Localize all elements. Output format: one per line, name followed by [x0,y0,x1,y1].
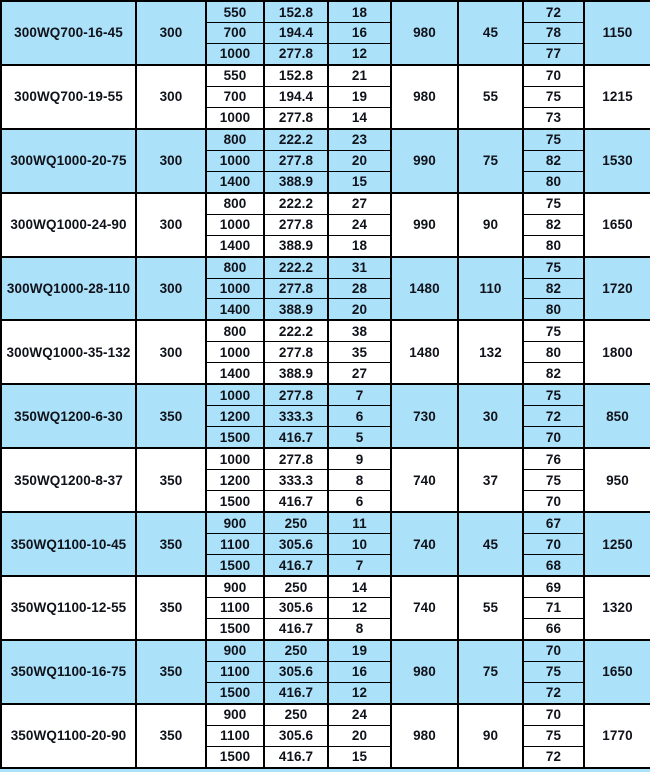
flow-m3h-cell: 800 [206,320,264,342]
flow-m3h-cell: 1500 [206,427,264,449]
flow-m3h-cell: 1100 [206,598,264,619]
head-cell: 7 [328,384,391,406]
efficiency-cell: 80 [523,299,584,321]
head-cell: 16 [328,23,391,44]
head-cell: 6 [328,406,391,427]
head-cell: 8 [328,470,391,491]
efficiency-cell: 78 [523,23,584,44]
spec-row [1,448,650,470]
efficiency-cell: 72 [523,406,584,427]
flow-m3h-cell: 700 [206,23,264,44]
efficiency-cell: 75 [523,257,584,279]
head-cell: 27 [328,363,391,385]
weight-cell: 1530 [584,129,650,193]
model-cell: 300WQ1000-28-110 [1,257,136,321]
power-cell: 55 [458,576,523,640]
flow-ls-cell: 277.8 [264,342,328,363]
head-cell: 8 [328,618,391,640]
flow-m3h-cell: 800 [206,129,264,151]
head-cell: 9 [328,448,391,470]
head-cell: 12 [328,43,391,65]
head-cell: 38 [328,320,391,342]
efficiency-cell: 70 [523,704,584,726]
spec-row [1,1,650,23]
efficiency-cell: 77 [523,43,584,65]
model-cell: 300WQ1000-35-132 [1,320,136,384]
flow-ls-cell: 416.7 [264,491,328,513]
head-cell: 19 [328,86,391,107]
head-cell: 20 [328,299,391,321]
flow-ls-cell: 222.2 [264,129,328,151]
spec-row [1,320,650,342]
head-cell: 21 [328,65,391,87]
efficiency-cell: 82 [523,214,584,235]
efficiency-cell: 68 [523,555,584,577]
flow-ls-cell: 388.9 [264,171,328,193]
flow-m3h-cell: 1400 [206,171,264,193]
head-cell: 7 [328,555,391,577]
model-cell: 300WQ1000-20-75 [1,129,136,193]
flow-m3h-cell: 1000 [206,278,264,299]
flow-ls-cell: 222.2 [264,257,328,279]
flow-m3h-cell: 1100 [206,661,264,682]
speed-cell: 740 [391,576,458,640]
efficiency-cell: 72 [523,746,584,768]
flow-ls-cell: 277.8 [264,278,328,299]
power-cell: 75 [458,129,523,193]
head-cell: 15 [328,171,391,193]
flow-ls-cell: 222.2 [264,193,328,215]
head-cell: 12 [328,598,391,619]
flow-m3h-cell: 1500 [206,555,264,577]
head-cell: 35 [328,342,391,363]
power-cell: 90 [458,704,523,768]
spec-row [1,384,650,406]
weight-cell: 1250 [584,512,650,576]
flow-ls-cell: 250 [264,640,328,662]
flow-ls-cell: 250 [264,576,328,598]
flow-ls-cell: 277.8 [264,448,328,470]
efficiency-cell: 75 [523,661,584,682]
flow-m3h-cell: 1000 [206,43,264,65]
flow-ls-cell: 305.6 [264,725,328,746]
outlet-diameter-cell: 300 [136,129,206,193]
speed-cell: 1480 [391,257,458,321]
flow-m3h-cell: 550 [206,65,264,87]
efficiency-cell: 75 [523,86,584,107]
efficiency-cell: 75 [523,470,584,491]
weight-cell: 850 [584,384,650,448]
outlet-diameter-cell: 350 [136,640,206,704]
efficiency-cell: 82 [523,150,584,171]
head-cell: 23 [328,129,391,151]
head-cell: 20 [328,725,391,746]
flow-ls-cell: 152.8 [264,1,328,23]
flow-m3h-cell: 1000 [206,150,264,171]
power-cell: 75 [458,640,523,704]
flow-m3h-cell: 1100 [206,534,264,555]
outlet-diameter-cell: 300 [136,1,206,65]
head-cell: 14 [328,576,391,598]
head-cell: 12 [328,682,391,704]
speed-cell: 980 [391,65,458,129]
outlet-diameter-cell: 350 [136,576,206,640]
head-cell: 27 [328,193,391,215]
efficiency-cell: 75 [523,384,584,406]
speed-cell: 730 [391,384,458,448]
flow-m3h-cell: 1500 [206,618,264,640]
power-cell: 45 [458,512,523,576]
outlet-diameter-cell: 350 [136,448,206,512]
flow-m3h-cell: 900 [206,640,264,662]
efficiency-cell: 75 [523,725,584,746]
head-cell: 5 [328,427,391,449]
flow-ls-cell: 194.4 [264,23,328,44]
flow-ls-cell: 388.9 [264,363,328,385]
weight-cell: 1650 [584,193,650,257]
flow-m3h-cell: 1000 [206,384,264,406]
flow-m3h-cell: 1000 [206,214,264,235]
flow-m3h-cell: 1500 [206,746,264,768]
efficiency-cell: 70 [523,534,584,555]
spec-row [1,257,650,279]
outlet-diameter-cell: 350 [136,384,206,448]
flow-ls-cell: 305.6 [264,534,328,555]
efficiency-cell: 70 [523,491,584,513]
spec-row [1,193,650,215]
flow-ls-cell: 305.6 [264,661,328,682]
model-cell: 350WQ1200-8-37 [1,448,136,512]
efficiency-cell: 76 [523,448,584,470]
speed-cell: 740 [391,512,458,576]
speed-cell: 1480 [391,320,458,384]
head-cell: 28 [328,278,391,299]
flow-ls-cell: 416.7 [264,746,328,768]
power-cell: 45 [458,1,523,65]
model-cell: 350WQ1100-20-90 [1,704,136,768]
flow-ls-cell: 305.6 [264,598,328,619]
head-cell: 11 [328,512,391,534]
spec-row [1,640,650,662]
efficiency-cell: 75 [523,193,584,215]
flow-ls-cell: 416.7 [264,427,328,449]
flow-m3h-cell: 700 [206,86,264,107]
efficiency-cell: 70 [523,640,584,662]
weight-cell: 950 [584,448,650,512]
flow-m3h-cell: 900 [206,576,264,598]
flow-m3h-cell: 1500 [206,491,264,513]
flow-ls-cell: 416.7 [264,555,328,577]
power-cell: 30 [458,384,523,448]
flow-m3h-cell: 550 [206,1,264,23]
flow-ls-cell: 333.3 [264,470,328,491]
flow-m3h-cell: 1500 [206,682,264,704]
weight-cell: 1800 [584,320,650,384]
model-cell: 300WQ700-19-55 [1,65,136,129]
model-cell: 300WQ700-16-45 [1,1,136,65]
weight-cell: 1720 [584,257,650,321]
flow-ls-cell: 277.8 [264,150,328,171]
flow-ls-cell: 277.8 [264,43,328,65]
efficiency-cell: 67 [523,512,584,534]
power-cell: 55 [458,65,523,129]
head-cell: 18 [328,235,391,257]
outlet-diameter-cell: 350 [136,704,206,768]
weight-cell: 1650 [584,640,650,704]
model-cell: 300WQ1000-24-90 [1,193,136,257]
flow-ls-cell: 388.9 [264,235,328,257]
head-cell: 10 [328,534,391,555]
head-cell: 15 [328,746,391,768]
spec-row [1,65,650,87]
flow-m3h-cell: 1400 [206,363,264,385]
flow-ls-cell: 416.7 [264,618,328,640]
flow-m3h-cell: 1400 [206,299,264,321]
weight-cell: 1215 [584,65,650,129]
efficiency-cell: 80 [523,171,584,193]
spec-row [1,704,650,726]
flow-m3h-cell: 900 [206,512,264,534]
efficiency-cell: 75 [523,129,584,151]
head-cell: 18 [328,1,391,23]
flow-ls-cell: 277.8 [264,107,328,129]
efficiency-cell: 82 [523,278,584,299]
outlet-diameter-cell: 350 [136,512,206,576]
head-cell: 19 [328,640,391,662]
flow-ls-cell: 277.8 [264,214,328,235]
speed-cell: 740 [391,448,458,512]
pump-table-body [1,1,650,768]
outlet-diameter-cell: 300 [136,193,206,257]
efficiency-cell: 80 [523,342,584,363]
flow-m3h-cell: 1000 [206,107,264,129]
efficiency-cell: 66 [523,618,584,640]
flow-m3h-cell: 1000 [206,448,264,470]
model-cell: 350WQ1100-10-45 [1,512,136,576]
flow-m3h-cell: 800 [206,193,264,215]
power-cell: 90 [458,193,523,257]
efficiency-cell: 80 [523,235,584,257]
model-cell: 350WQ1100-12-55 [1,576,136,640]
power-cell: 110 [458,257,523,321]
weight-cell: 1150 [584,1,650,65]
flow-ls-cell: 416.7 [264,682,328,704]
flow-ls-cell: 333.3 [264,406,328,427]
model-cell: 350WQ1200-6-30 [1,384,136,448]
model-cell: 350WQ1100-16-75 [1,640,136,704]
spec-row [1,576,650,598]
spec-row [1,512,650,534]
efficiency-cell: 69 [523,576,584,598]
speed-cell: 990 [391,193,458,257]
efficiency-cell: 72 [523,1,584,23]
speed-cell: 980 [391,1,458,65]
flow-ls-cell: 222.2 [264,320,328,342]
speed-cell: 990 [391,129,458,193]
outlet-diameter-cell: 300 [136,257,206,321]
flow-m3h-cell: 1400 [206,235,264,257]
flow-ls-cell: 277.8 [264,384,328,406]
outlet-diameter-cell: 300 [136,65,206,129]
weight-cell: 1320 [584,576,650,640]
flow-ls-cell: 250 [264,512,328,534]
head-cell: 31 [328,257,391,279]
flow-m3h-cell: 900 [206,704,264,726]
outlet-diameter-cell: 300 [136,320,206,384]
efficiency-cell: 73 [523,107,584,129]
head-cell: 20 [328,150,391,171]
flow-m3h-cell: 1000 [206,342,264,363]
power-cell: 132 [458,320,523,384]
speed-cell: 980 [391,640,458,704]
efficiency-cell: 70 [523,65,584,87]
head-cell: 24 [328,214,391,235]
power-cell: 37 [458,448,523,512]
flow-ls-cell: 250 [264,704,328,726]
head-cell: 14 [328,107,391,129]
spec-row [1,129,650,151]
flow-ls-cell: 388.9 [264,299,328,321]
efficiency-cell: 75 [523,320,584,342]
head-cell: 24 [328,704,391,726]
efficiency-cell: 72 [523,682,584,704]
head-cell: 16 [328,661,391,682]
weight-cell: 1770 [584,704,650,768]
flow-ls-cell: 152.8 [264,65,328,87]
flow-m3h-cell: 800 [206,257,264,279]
efficiency-cell: 82 [523,363,584,385]
flow-m3h-cell: 1100 [206,725,264,746]
speed-cell: 980 [391,704,458,768]
efficiency-cell: 71 [523,598,584,619]
flow-ls-cell: 194.4 [264,86,328,107]
efficiency-cell: 70 [523,427,584,449]
flow-m3h-cell: 1200 [206,470,264,491]
head-cell: 6 [328,491,391,513]
flow-m3h-cell: 1200 [206,406,264,427]
